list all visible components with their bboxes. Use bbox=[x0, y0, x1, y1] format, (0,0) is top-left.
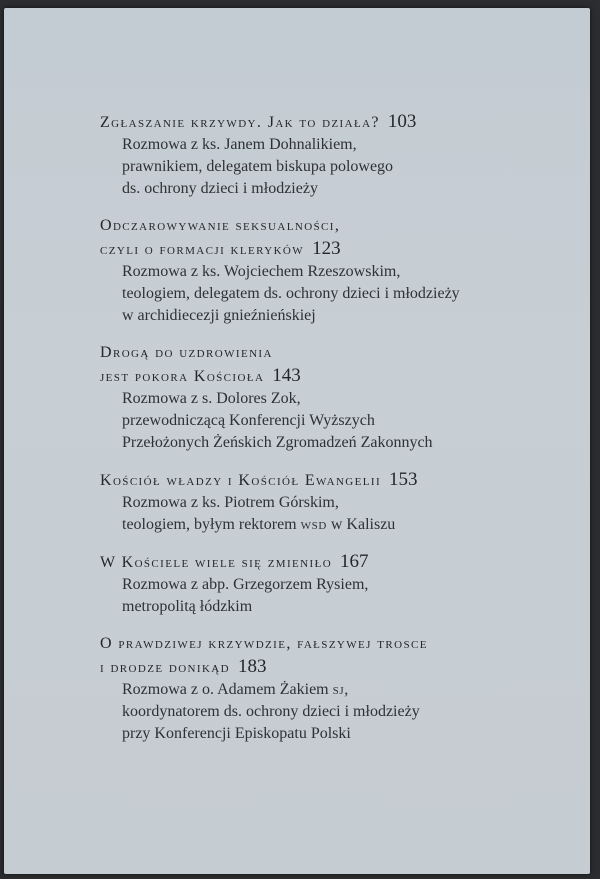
chapter-title bbox=[100, 110, 530, 134]
chapter-title bbox=[100, 468, 530, 492]
page-number: 183 bbox=[238, 656, 267, 677]
toc-entry bbox=[100, 468, 530, 536]
toc-entry bbox=[100, 214, 530, 327]
chapter-title-text: i drodze donikąd bbox=[100, 659, 230, 676]
chapter-title bbox=[100, 550, 530, 574]
page-number: 167 bbox=[340, 551, 369, 572]
toc-entry bbox=[100, 341, 530, 454]
book-page bbox=[4, 8, 590, 874]
page-number: 123 bbox=[312, 238, 341, 259]
page-number: 103 bbox=[387, 111, 417, 132]
page-number: 143 bbox=[272, 365, 301, 386]
chapter-description: Rozmowa z abp. Grzegorzem Rysiem, metropolitą łódzkim bbox=[122, 576, 369, 615]
chapter-description: Rozmowa z o. Adamem Żakiem sj, koordynatorem ds. ochrony dzieci i młodzieży przy Konferencji Episkopatu Polski bbox=[122, 681, 420, 742]
chapter-title-text: Kościół władzy i Kościół Ewangelii bbox=[100, 472, 382, 489]
chapter-description: Rozmowa z s. Dolores Zok, przewodniczącą Konferencji Wyższych Przełożonych Żeńskich Zgromadzeń Zakonnych bbox=[122, 390, 433, 451]
chapter-description: Rozmowa z ks. Wojciechem Rzeszowskim, teologiem, delegatem ds. ochrony dzieci i młodzieży w archidiecezji gnieźnieńskiej bbox=[122, 263, 460, 324]
abbreviation: sj, bbox=[332, 681, 349, 698]
chapter-description: Rozmowa z ks. Janem Dohnalikiem, prawnikiem, delegatem biskupa polowego ds. ochrony dzieci i młodzieży bbox=[122, 136, 394, 197]
chapter-title-text: Zgłaszanie krzywdy. Jak to działa? bbox=[100, 114, 380, 131]
toc-entry bbox=[100, 632, 530, 745]
chapter-title: O prawdziwej krzywdzie, fałszywej trosce i drodze donikąd 183 bbox=[100, 635, 428, 677]
chapter-title-text: jest pokora Kościoła bbox=[100, 368, 265, 385]
toc-entry bbox=[100, 110, 530, 200]
chapter-description: Rozmowa z ks. Piotrem Górskim, teologiem, byłym rektorem wsd w Kaliszu bbox=[122, 494, 396, 533]
chapter-title: Odczarowywanie seksualności, czyli o formacji kleryków 123 bbox=[100, 217, 341, 259]
table-of-contents bbox=[100, 110, 530, 759]
toc-entry bbox=[100, 550, 530, 618]
page-number: 153 bbox=[389, 469, 418, 490]
chapter-title: Drogą do uzdrowienia jest pokora Kościoła 143 bbox=[100, 344, 301, 386]
chapter-title-text: W Kościele wiele się zmieniło bbox=[100, 554, 333, 571]
chapter-title-text: czyli o formacji kleryków bbox=[100, 241, 305, 258]
abbreviation: wsd bbox=[300, 516, 327, 533]
